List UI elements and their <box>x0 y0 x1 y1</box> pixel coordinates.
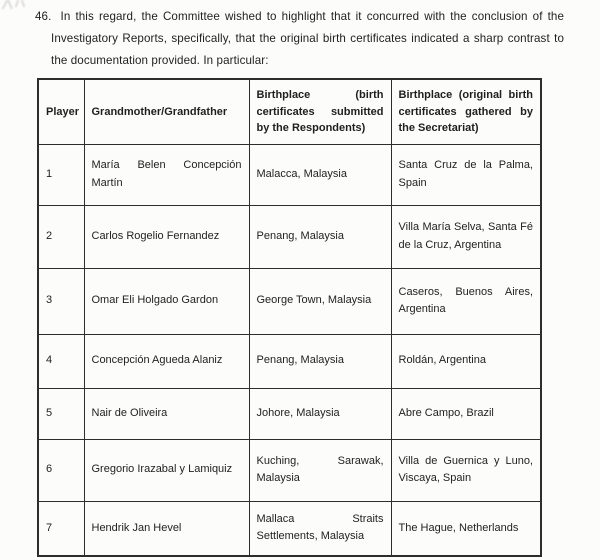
player-cell: 4 <box>38 334 84 388</box>
player-cell: 5 <box>38 388 84 439</box>
table-row <box>38 205 541 268</box>
table-row <box>38 268 541 334</box>
grandparent-cell: María Belen Concepción Martín <box>84 144 249 205</box>
birthplace-original-cell: Villa María Selva, Santa Fé de la Cruz, Argentina <box>391 205 541 268</box>
birthplace-original-cell: The Hague, Netherlands <box>391 501 541 556</box>
birthplace-original-cell: Abre Campo, Brazil <box>391 388 541 439</box>
player-cell: 2 <box>38 205 84 268</box>
birthplace-submitted-cell: Penang, Malaysia <box>249 334 391 388</box>
birthplace-submitted-cell: George Town, Malaysia <box>249 268 391 334</box>
birthplace-original-cell: Santa Cruz de la Palma, Spain <box>391 144 541 205</box>
paragraph-text: In this regard, the Committee wished to highlight that it concurred with the conclusion of the Investigatory Reports, specifically, that the original birth certificates indicated a sharp contrast to the documentation provided. In particular: <box>51 10 565 67</box>
grandparent-cell: Concepción Agueda Alaniz <box>84 334 249 388</box>
table-header-row <box>38 79 541 144</box>
birthplace-original-cell: Roldán, Argentina <box>391 334 541 388</box>
player-cell: 1 <box>38 144 84 205</box>
birthplace-original-cell: Caseros, Buenos Aires, Argentina <box>391 268 541 334</box>
player-cell: 3 <box>38 268 84 334</box>
birthplace-submitted-cell: Penang, Malaysia <box>249 205 391 268</box>
table-row <box>38 388 541 439</box>
birthplace-comparison-table <box>37 78 542 557</box>
birthplace-original-cell: Villa de Guernica y Luno, Viscaya, Spain <box>391 439 541 501</box>
grandparent-cell: Carlos Rogelio Fernandez <box>84 205 249 268</box>
table-row <box>38 334 541 388</box>
birthplace-submitted-cell: Johore, Malaysia <box>249 388 391 439</box>
scan-smudge-artifact <box>1 0 37 12</box>
col-header-birthplace-submitted: Birthplace (birth certificates submitted by the Respondents) <box>249 79 391 144</box>
table-row <box>38 439 541 501</box>
col-header-player: Player <box>38 79 84 144</box>
grandparent-cell: Hendrik Jan Hevel <box>84 501 249 556</box>
birthplace-submitted-cell: Mallaca Straits Settlements, Malaysia <box>249 501 391 556</box>
col-header-birthplace-original: Birthplace (original birth certificates gathered by the Secretariat) <box>391 79 541 144</box>
paragraph-46 <box>35 6 564 72</box>
grandparent-cell: Omar Eli Holgado Gardon <box>84 268 249 334</box>
grandparent-cell: Nair de Oliveira <box>84 388 249 439</box>
paragraph-number: 46. <box>35 10 52 23</box>
player-cell: 7 <box>38 501 84 556</box>
birthplace-submitted-cell: Malacca, Malaysia <box>249 144 391 205</box>
table-row <box>38 144 541 205</box>
player-cell: 6 <box>38 439 84 501</box>
col-header-grandparent: Grandmother/Grandfather <box>84 79 249 144</box>
table-row <box>38 501 541 556</box>
grandparent-cell: Gregorio Irazabal y Lamiquiz <box>84 439 249 501</box>
birthplace-submitted-cell: Kuching, Sarawak, Malaysia <box>249 439 391 501</box>
